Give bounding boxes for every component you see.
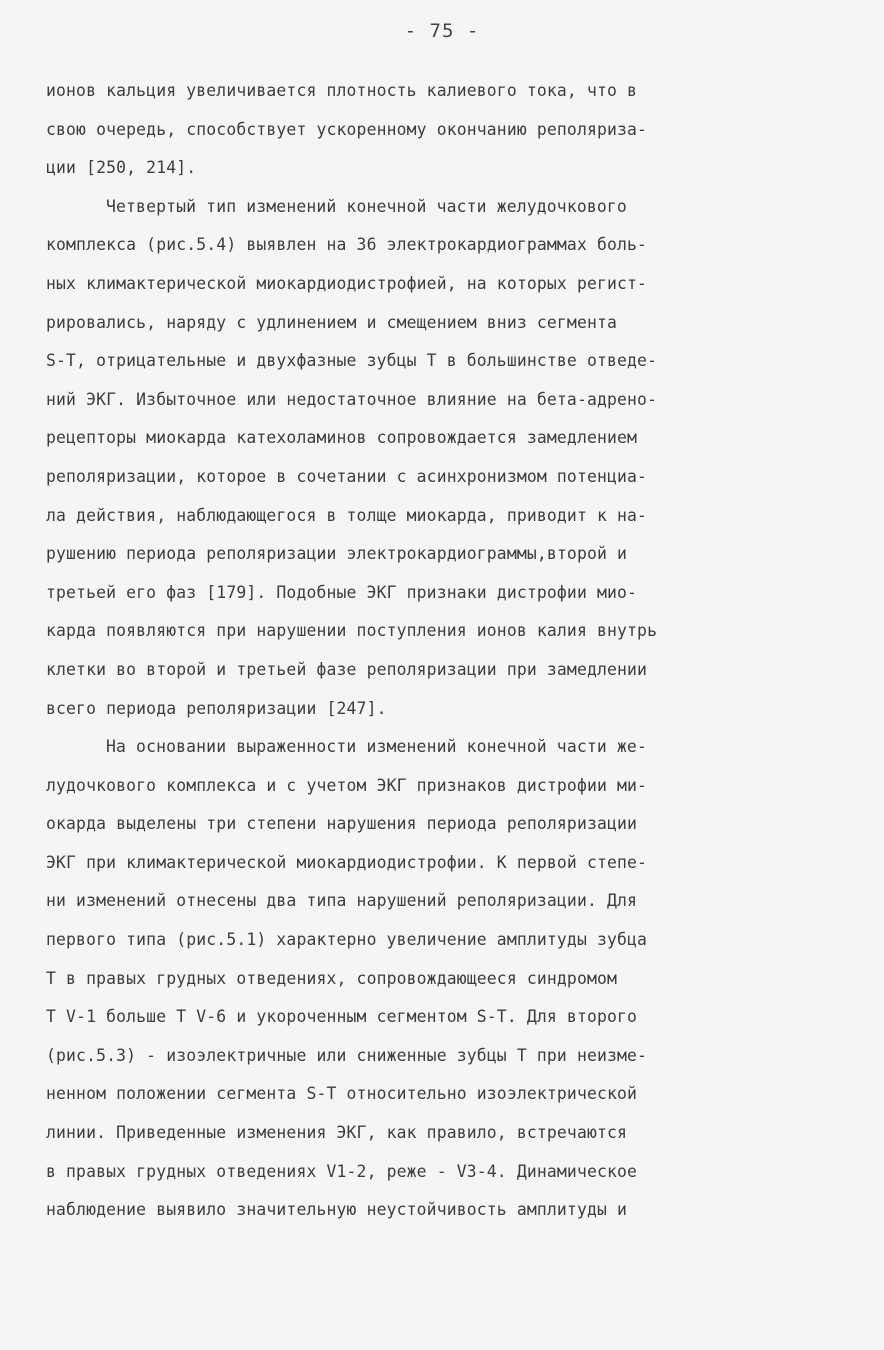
text-line: ионов кальция увеличивается плотность калиевого тока, что в <box>46 81 638 100</box>
text-line: На основании выраженности изменений конечной части же- <box>106 737 647 757</box>
text-line: наблюдение выявило значительную неустойчивость амплитуды и <box>46 1200 628 1220</box>
text-line: T в правых грудных отведениях, сопровождающееся синдромом <box>46 968 618 988</box>
text-line: T V-1 больше T V-6 и укороченным сегментом S-T. Для второго <box>46 1007 638 1027</box>
text-line: рушению периода реполяризации электрокардиограммы,второй и <box>46 544 628 564</box>
body-text <box>46 72 846 1230</box>
text-line: (рис.5.3) - изоэлектричные или сниженные зубцы T при неизме- <box>46 1045 648 1065</box>
text-line: ненном положении сегмента S-T относительно изоэлектрической <box>46 1084 638 1104</box>
text-line: рецепторы миокарда катехоламинов сопровождается замедлением <box>46 428 638 448</box>
text-line: в правых грудных отведениях V1-2, реже - V3-4. Динамическое <box>46 1161 638 1181</box>
text-line: ции [250, 214]. <box>46 158 197 178</box>
text-line: ных климактерической миокардиодистрофией, на которых регист- <box>46 273 648 293</box>
text-line: ЭКГ при климактерической миокардиодистрофии. К первой степе- <box>46 852 648 872</box>
text-line: комплекса (рис.5.4) выявлен на 36 электрокардиограммах боль- <box>46 235 648 255</box>
text-line: Четвертый тип изменений конечной части желудочкового <box>106 196 627 216</box>
text-line: S-T, отрицательные и двухфазные зубцы T в большинстве отведе- <box>46 351 658 371</box>
text-line: третьей его фаз [179]. Подобные ЭКГ признаки дистрофии мио- <box>46 582 638 602</box>
page-number: - 75 - <box>404 20 480 42</box>
text-line: карда появляются при нарушении поступления ионов калия внутрь <box>46 621 658 641</box>
text-line: рировались, наряду с удлинением и смещением вниз сегмента <box>46 312 618 332</box>
text-line: окарда выделены три степени нарушения периода реполяризации <box>46 814 638 834</box>
text-line: всего периода реполяризации [247]. <box>46 698 387 718</box>
text-line: реполяризации, которое в сочетании с асинхронизмом потенциа- <box>46 466 648 486</box>
text-line: ни изменений отнесены два типа нарушений реполяризации. Для <box>46 891 638 911</box>
text-line: клетки во второй и третьей фазе реполяризации при замедлении <box>46 659 648 679</box>
text-line: ний ЭКГ. Избыточное или недостаточное влияние на бета-адрено- <box>46 389 658 409</box>
text-line: линии. Приведенные изменения ЭКГ, как правило, встречаются <box>46 1123 628 1143</box>
text-line: лудочкового комплекса и с учетом ЭКГ признаков дистрофии ми- <box>46 775 648 795</box>
text-line: первого типа (рис.5.1) характерно увеличение амплитуды зубца <box>46 930 648 950</box>
text-line: свою очередь, способствует ускоренному окончанию реполяриза- <box>46 119 648 139</box>
text-line: ла действия, наблюдающегося в толще миокарда, приводит к на- <box>46 505 648 525</box>
